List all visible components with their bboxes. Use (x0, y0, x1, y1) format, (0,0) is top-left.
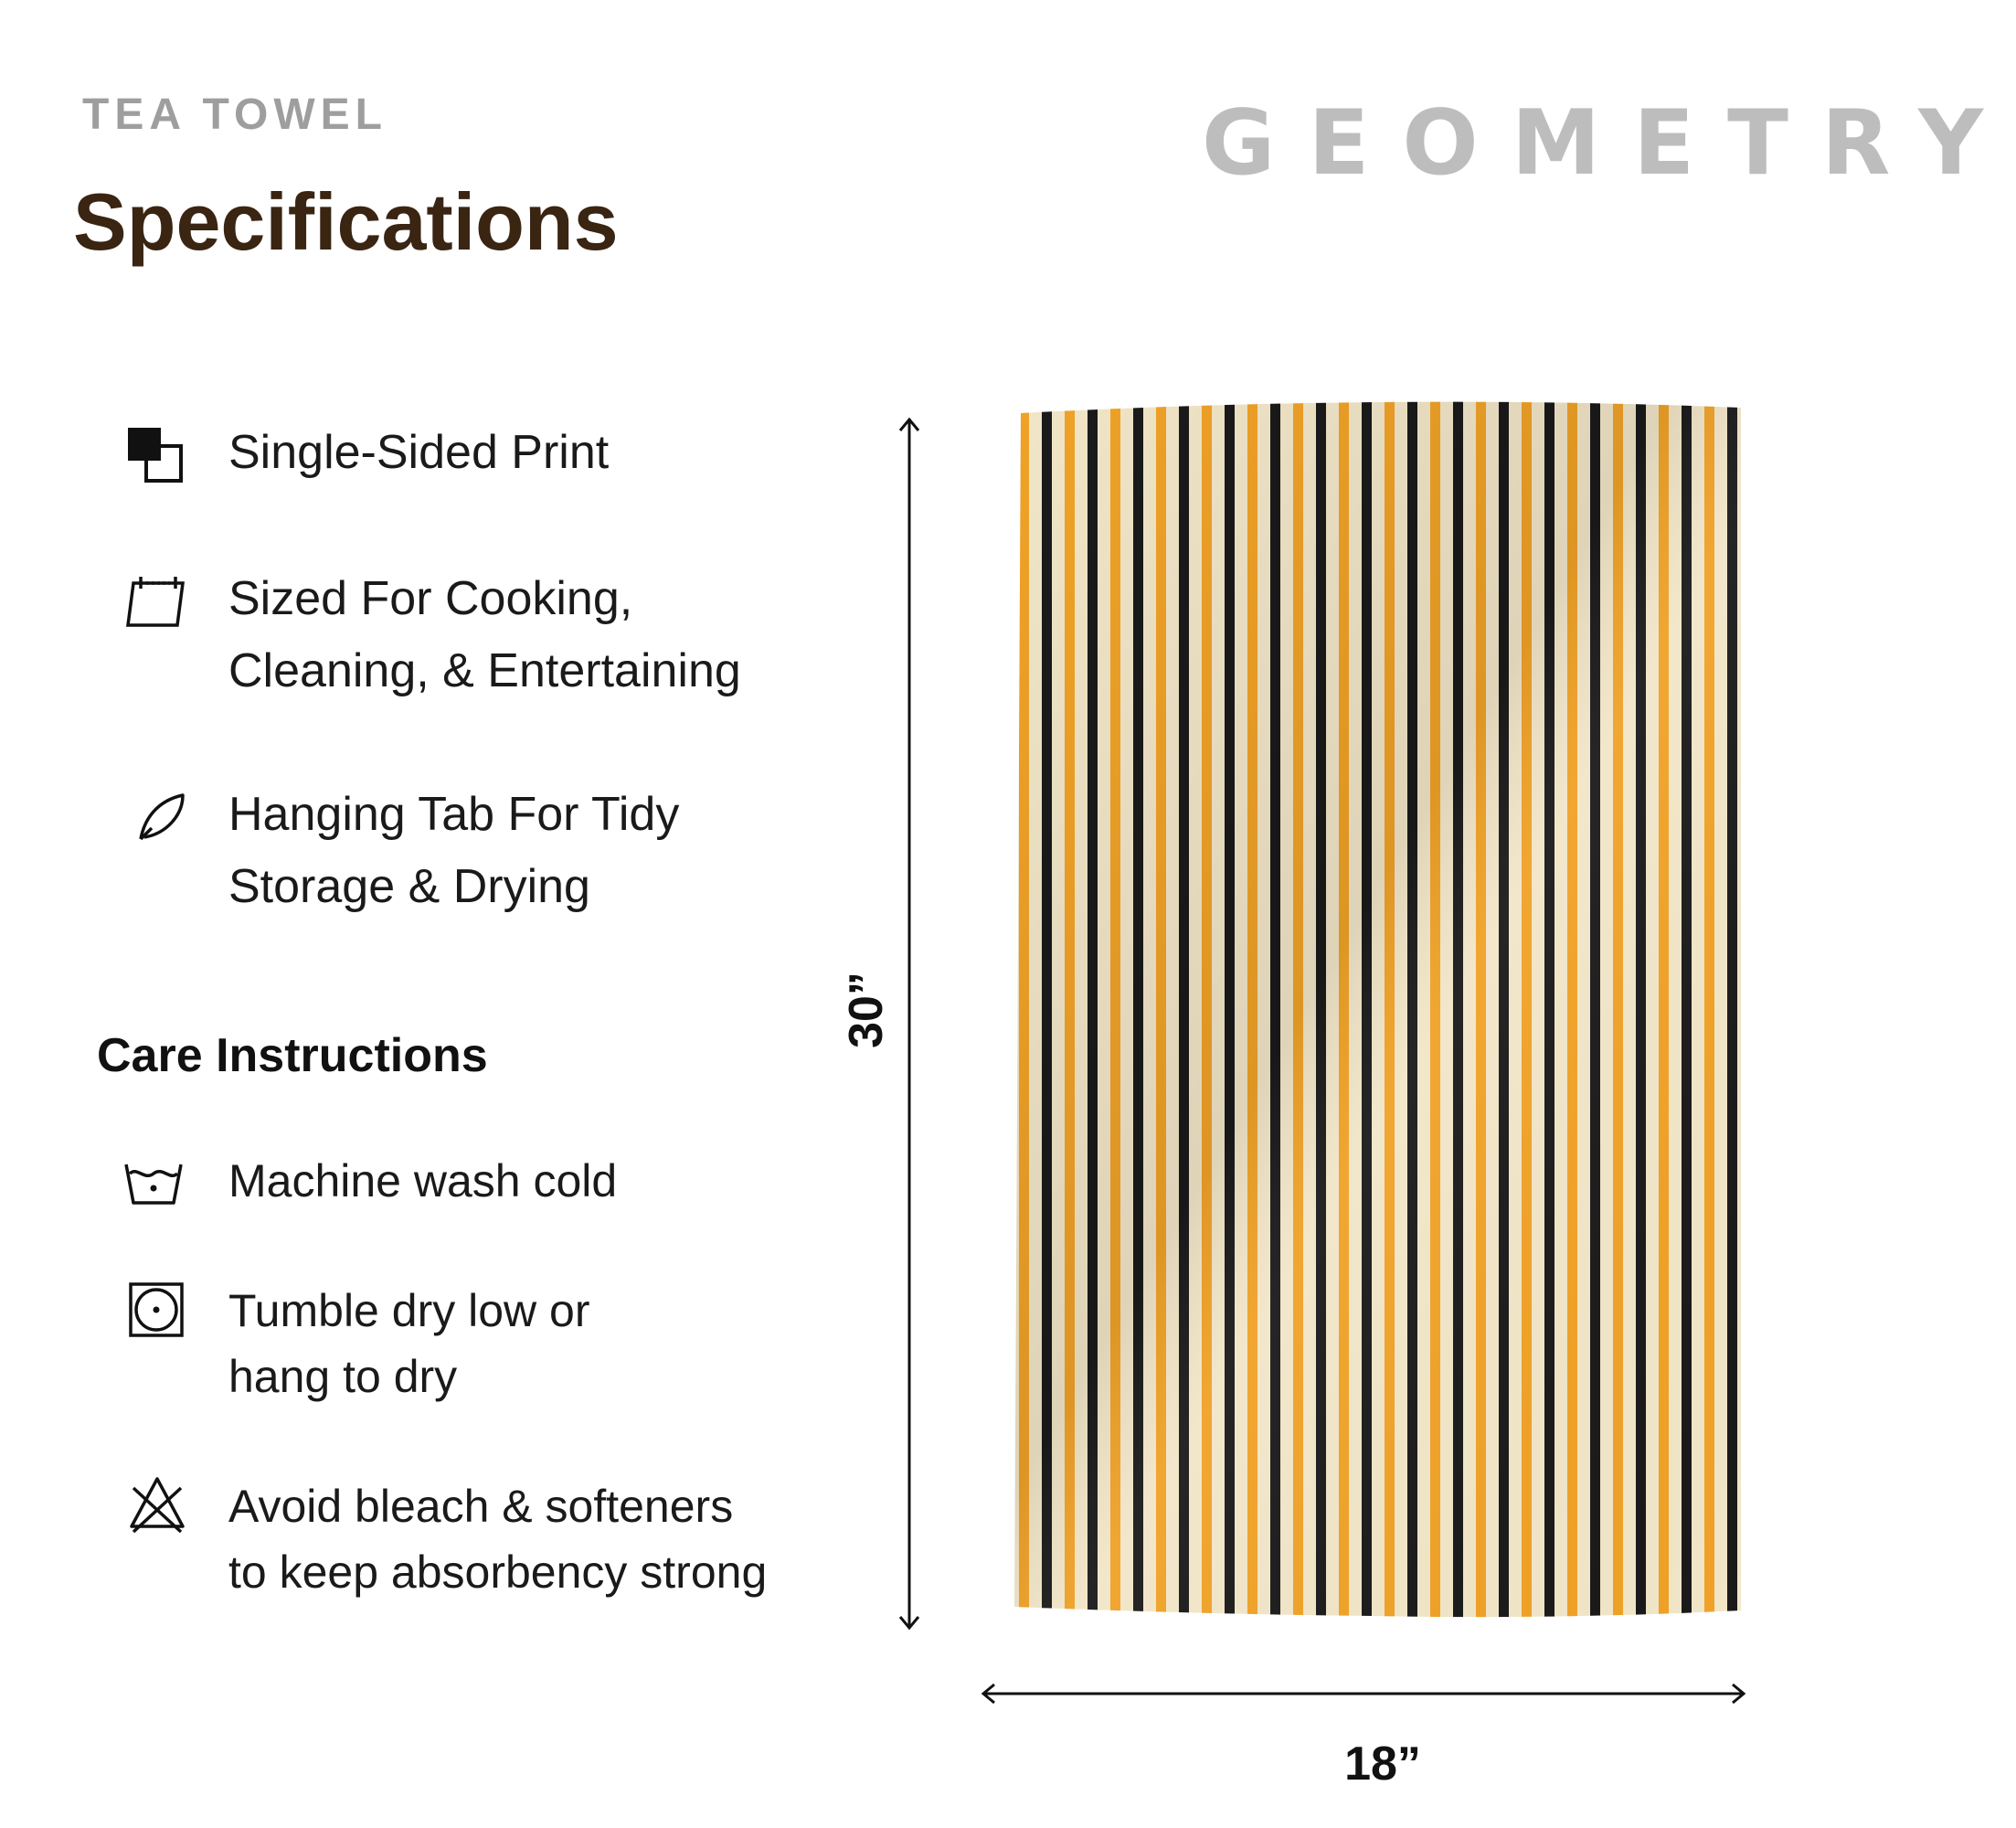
height-dimension-label: 30” (840, 972, 893, 1048)
feature-line: Sized For Cooking, (228, 572, 633, 625)
machine-wash-cold-icon (124, 1153, 183, 1212)
towel-size-icon (126, 574, 185, 632)
care-line: Avoid bleach & softeners (228, 1481, 734, 1532)
care-line: Tumble dry low or (228, 1285, 590, 1336)
width-dimension-arrow (980, 1680, 1747, 1707)
care-line: Machine wash cold (228, 1155, 618, 1206)
hanging-tab-icon (132, 788, 190, 846)
care-tumble-dry (228, 1278, 589, 1409)
care-machine-wash (228, 1148, 617, 1214)
tea-towel-image (1010, 395, 1745, 1620)
feature-line: Cleaning, & Entertaining (228, 644, 741, 697)
feature-line: Storage & Drying (228, 860, 590, 913)
feature-hanging-tab (228, 779, 679, 923)
brand-logo: GEOMETRY (1202, 91, 2016, 196)
care-line: hang to dry (228, 1351, 458, 1402)
page-title: Specifications (73, 176, 619, 267)
tumble-dry-low-icon (128, 1281, 186, 1340)
width-dimension-label: 18” (1344, 1738, 1421, 1791)
care-instructions-heading: Care Instructions (97, 1029, 488, 1082)
product-type-label: TEA TOWEL (82, 90, 387, 139)
towel-fold-shading (1010, 395, 1745, 1620)
feature-sized-for-cooking (228, 563, 741, 707)
no-bleach-icon (128, 1475, 186, 1534)
care-line: to keep absorbency strong (228, 1546, 768, 1598)
feature-line: Hanging Tab For Tidy (228, 788, 680, 841)
feature-line: Single-Sided Print (228, 426, 610, 479)
height-dimension-arrow (896, 416, 923, 1631)
feature-single-sided-print (228, 417, 609, 489)
layers-icon (126, 426, 185, 484)
care-avoid-bleach (228, 1473, 767, 1605)
